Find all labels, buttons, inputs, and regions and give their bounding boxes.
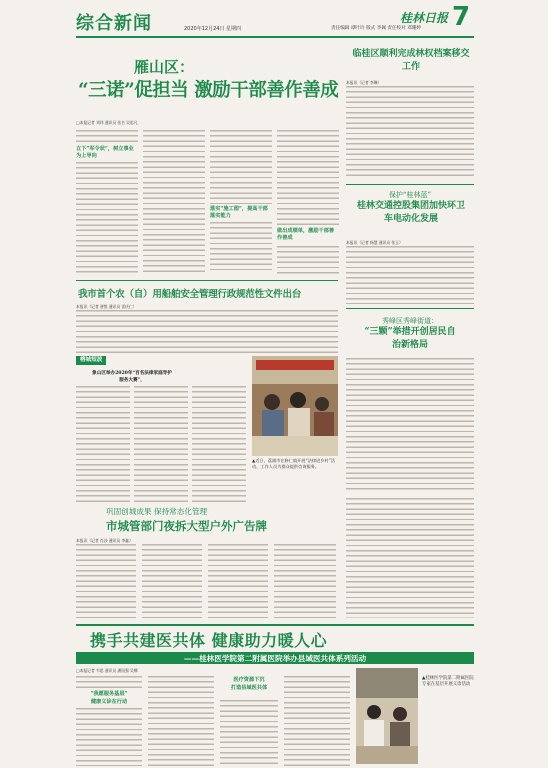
right-top-article xyxy=(346,42,474,182)
lead-col1-text xyxy=(76,130,138,144)
right-low-headline: “三颗”举措开创居民自治新格局 xyxy=(364,327,456,350)
right-mid-text xyxy=(346,246,474,304)
editor-line: 责任编辑 谭叶玲 版式 李佩 责任校对 邓珊婷 xyxy=(331,26,421,31)
bottom-col1-text-2 xyxy=(76,708,142,766)
mid-text xyxy=(76,310,338,354)
section-title: 综合新闻 xyxy=(76,13,152,34)
lead-col4-text-2 xyxy=(277,246,339,274)
bottom-sub1: “我愿服务基层” xyxy=(90,691,128,697)
lead-subhead-2: 落实“施工图”，提高干部落实能力 xyxy=(210,206,268,219)
right-rule-2 xyxy=(346,308,474,309)
right-low-kicker: 秀峰区秀峰街道： xyxy=(382,317,438,325)
local-text-1 xyxy=(76,386,130,502)
bottom-col1-text xyxy=(76,676,142,688)
bottom-box-sub: 打造县域医共体 xyxy=(230,685,268,691)
lead-article xyxy=(76,42,339,278)
lead-col1-text-2 xyxy=(76,162,138,274)
bottom-subheadline: ——桂林医学院第二附属医院举办县域医共体系列活动 xyxy=(183,654,367,663)
lead-byline: □本报记者 刘玮 通讯员 张书 吴思凡 xyxy=(76,120,138,125)
masthead-rule xyxy=(76,36,474,38)
bottom-sub2: 健康义诊在行动 xyxy=(90,699,128,705)
local-label xyxy=(76,356,106,365)
mid-headline: 我市首个农（自）用船舶安全管理行政规范性文件出台 xyxy=(78,289,302,300)
bottom-subheadline-bar xyxy=(76,652,474,664)
paper-name: 桂林日报 xyxy=(400,11,449,25)
local-text-3 xyxy=(192,386,246,502)
masthead xyxy=(0,0,548,40)
right-lower-text xyxy=(346,498,474,618)
right-low-text xyxy=(346,358,474,492)
ad-article xyxy=(76,506,338,622)
ad-kicker: 巩固创城成果 保持常态化管理 xyxy=(106,507,208,516)
lead-col3-text-2 xyxy=(210,222,272,274)
lead-headline: “三诺”促担当 激励干部善作善成 xyxy=(78,80,339,101)
mid-byline: 本报讯（记者 唐悦 通讯员 雷庆仁） xyxy=(76,304,137,309)
right-mid-article xyxy=(346,188,474,306)
local-label-text: 榕城短波 xyxy=(80,357,103,363)
ad-text-3 xyxy=(208,544,268,620)
right-rule-1 xyxy=(346,184,474,185)
mid-rule-top xyxy=(76,280,338,281)
bottom-box xyxy=(220,676,278,698)
right-mid-byline: 本报讯（记者 杨慧 通讯员 张玉） xyxy=(346,240,403,245)
right-mid-headline: 桂林交通控股集团加快环卫车电动化发展 xyxy=(356,201,465,224)
local-text-2 xyxy=(134,386,188,502)
ad-text-2 xyxy=(142,544,202,620)
local-photo-image xyxy=(252,356,338,456)
bottom-col2-text xyxy=(148,676,214,766)
bottom-col4-text xyxy=(284,676,350,766)
bottom-photo xyxy=(356,668,418,764)
local-photo xyxy=(252,356,338,456)
bottom-byline: □本报记者 韦思 通讯员 潘国强 吴娜 xyxy=(76,668,138,673)
local-briefs xyxy=(76,356,338,504)
lead-col3-text xyxy=(210,130,272,204)
bottom-rule xyxy=(76,624,474,626)
right-top-byline: 本报讯（记者 李琳） xyxy=(346,80,382,85)
right-low-article xyxy=(346,312,474,494)
lead-subhead-3: 做出成绩单，激励干部善作善成 xyxy=(277,228,335,241)
ad-text-4 xyxy=(274,544,336,620)
date-line: 2020年12月24日 星期四 xyxy=(184,26,242,32)
lead-subhead-1: 立下“军令状”，树立事业为上导向 xyxy=(76,146,134,159)
local-item1-title: 象山区举办2020年“百名法律家庭导护 xyxy=(92,371,172,376)
ad-headline: 市城管部门夜拆大型户外广告牌 xyxy=(106,519,267,533)
bottom-photo-image xyxy=(356,668,418,764)
bottom-headline: 携手共建医共体 健康助力暖人心 xyxy=(90,631,328,650)
lead-col4-text xyxy=(277,130,339,226)
lead-col2-text xyxy=(143,130,205,274)
right-top-headline: 临桂区顺利完成林权档案移交工作 xyxy=(352,49,470,72)
local-photo-caption: ▲近日，荔浦市在修仁镇开展“法律进乡村”活动，工作人员为群众提供咨询服务。 xyxy=(252,458,335,469)
bottom-box-title: 医疗资源下沉 xyxy=(233,677,265,683)
page-number: 7 xyxy=(452,2,471,32)
bottom-col3-text xyxy=(220,700,278,766)
ad-byline: 本报讯（记者 肖沙 通讯员 李鑫） xyxy=(76,538,133,543)
local-item1-sub: 服务大赛”， xyxy=(119,378,145,383)
bottom-photo-caption: ▲桂林医学院第二附属医院专家在基层开展义诊活动 xyxy=(422,676,474,688)
lead-kicker: 雁山区： xyxy=(134,58,195,76)
ad-text-1 xyxy=(76,544,136,620)
right-mid-kicker: 保护“桂林蓝” xyxy=(388,191,432,199)
right-top-text xyxy=(346,86,474,178)
